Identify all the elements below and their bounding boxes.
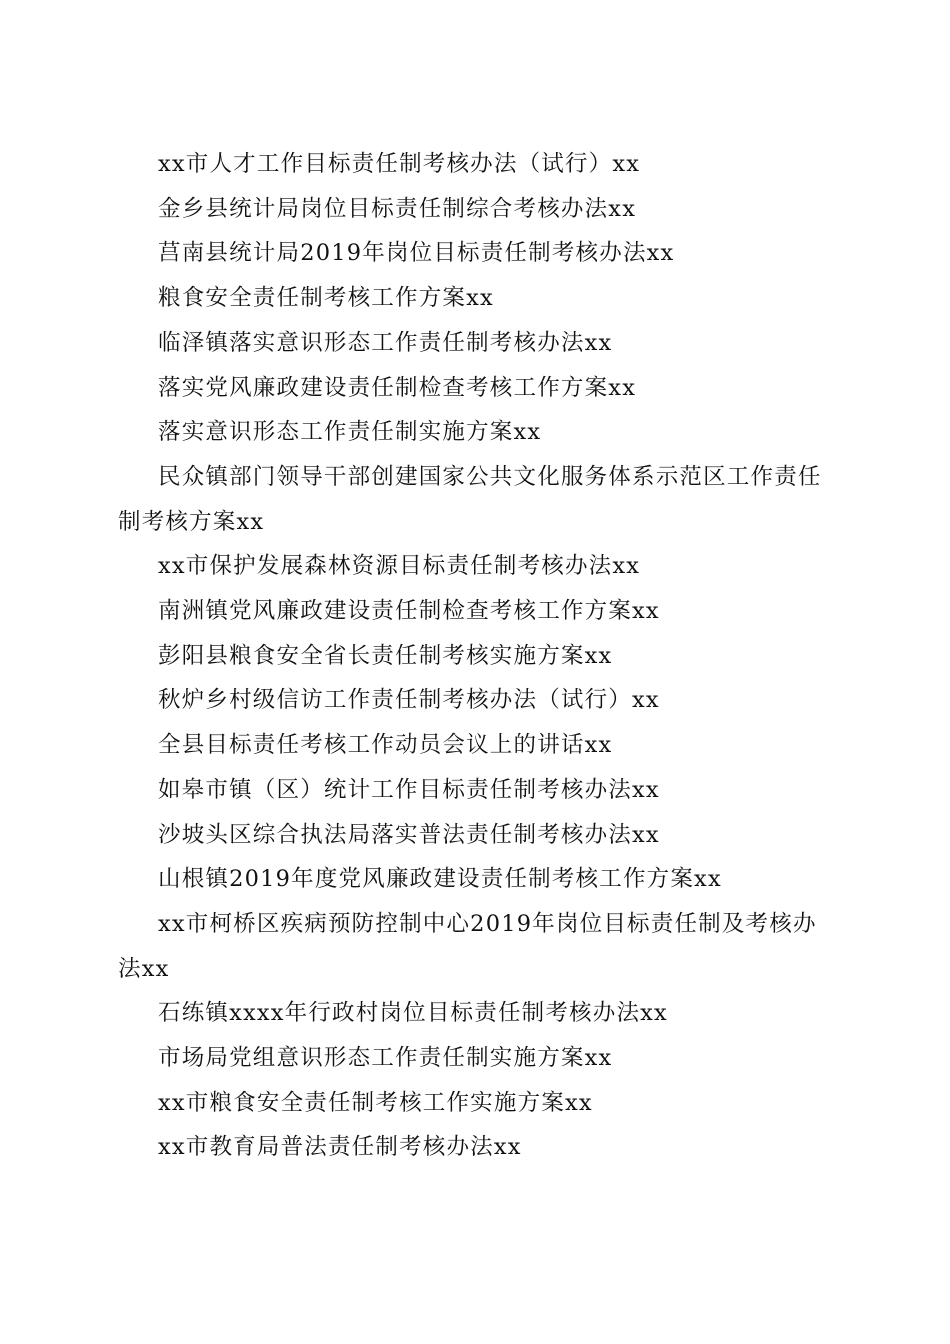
document-item: 彭阳县粮食安全省长责任制考核实施方案xx [158,642,613,669]
document-item: 如皋市镇（区）统计工作目标责任制考核办法xx [158,776,660,803]
document-item: 沙坡头区综合执法局落实普法责任制考核办法xx [158,821,660,848]
document-item: 山根镇2019年度党风廉政建设责任制考核工作方案xx [158,866,722,893]
document-item: 石练镇xxxx年行政村岗位目标责任制考核办法xx [158,1000,668,1027]
document-item: 南洲镇党风廉政建设责任制检查考核工作方案xx [158,598,660,625]
document-item: 民众镇部门领导干部创建国家公共文化服务体系示范区工作责任制考核方案xx [118,463,822,535]
document-item: xx市教育局普法责任制考核办法xx [158,1134,522,1161]
document-item: 临泽镇落实意识形态工作责任制考核办法xx [158,329,613,356]
document-item: 落实意识形态工作责任制实施方案xx [158,419,542,446]
document-item: xx市柯桥区疾病预防控制中心2019年岗位目标责任制及考核办法xx [118,910,817,982]
document-item: xx市人才工作目标责任制考核办法（试行）xx [158,151,641,177]
document-item: 莒南县统计局2019年岗位目标责任制考核办法xx [158,240,675,267]
document-list [118,142,830,1170]
document-item: 粮食安全责任制考核工作方案xx [158,285,494,312]
document-item: 落实党风廉政建设责任制检查考核工作方案xx [158,374,637,401]
document-item: 金乡县统计局岗位目标责任制综合考核办法xx [158,195,637,222]
document-item: xx市保护发展森林资源目标责任制考核办法xx [158,553,641,580]
document-item: xx市粮食安全责任制考核工作实施方案xx [158,1089,593,1116]
document-item: 秋炉乡村级信访工作责任制考核办法（试行）xx [158,687,660,714]
document-item: 市场局党组意识形态工作责任制实施方案xx [158,1045,613,1072]
document-item: 全县目标责任考核工作动员会议上的讲话xx [158,732,613,759]
